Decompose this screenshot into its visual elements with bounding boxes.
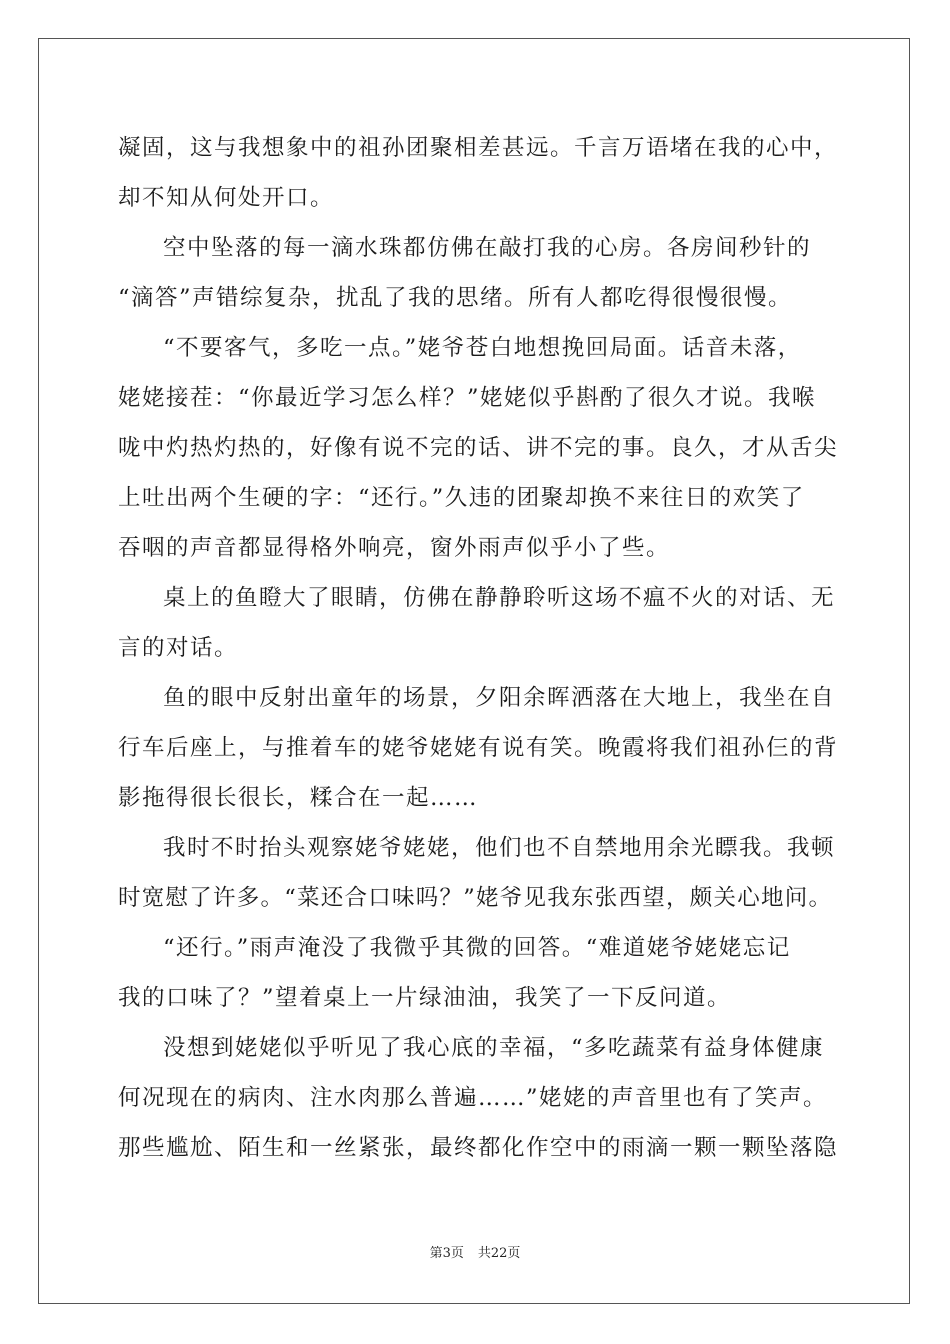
text-line: 何况现在的病肉、注水肉那么普遍……”姥姥的声音里也有了笑声。 [118, 1085, 828, 1111]
paragraph-start-line: “还行。”雨声淹没了我微乎其微的回答。“难道姥爷姥姥忘记 [163, 935, 791, 961]
text-line: 行车后座上，与推着车的姥爷姥姥有说有笑。晚霞将我们祖孙仨的背 [118, 735, 839, 761]
text-line: “滴答”声错综复杂，扰乱了我的思绪。所有人都吃得很慢很慢。 [118, 285, 793, 311]
page-footer [0, 1246, 950, 1262]
text-line: 言的对话。 [118, 635, 239, 661]
page-number: 第3页 [429, 1246, 464, 1261]
paragraph-start-line: “不要客气，多吃一点。”姥爷苍白地想挽回局面。话音未落， [163, 335, 802, 361]
text-line: 影拖得很长很长，糅合在一起…… [118, 785, 479, 811]
text-line: 时宽慰了许多。“菜还合口味吗？”姥爷见我东张西望，颇关心地问。 [118, 885, 833, 911]
text-line: 我的口味了？”望着桌上一片绿油油，我笑了一下反问道。 [118, 985, 732, 1011]
page-border [38, 38, 910, 1304]
page-total: 共22页 [477, 1246, 521, 1261]
paragraph-start-line: 没想到姥姥似乎听见了我心底的幸福，“多吃蔬菜有益身体健康 [163, 1035, 825, 1061]
text-line: 却不知从何处开口。 [118, 185, 335, 211]
paragraph-start-line: 桌上的鱼瞪大了眼睛，仿佛在静静聆听这场不瘟不火的对话、无 [163, 585, 836, 611]
text-line: 上吐出两个生硬的字：“还行。”久违的团聚却换不来往日的欢笑了 [118, 485, 805, 511]
text-line: 姥姥接茬：“你最近学习怎么样？”姥姥似乎斟酌了很久才说。我喉 [118, 385, 817, 411]
text-line: 那些尴尬、陌生和一丝紧张，最终都化作空中的雨滴一颗一颗坠落隐 [118, 1135, 839, 1161]
paragraph-start-line: 空中坠落的每一滴水珠都仿佛在敲打我的心房。各房间秒针的 [163, 235, 812, 261]
text-line: 凝固，这与我想象中的祖孙团聚相差甚远。千言万语堵在我的心中， [118, 135, 839, 161]
paragraph-start-line: 我时不时抬头观察姥爷姥姥，他们也不自禁地用余光瞟我。我顿 [163, 835, 836, 861]
paragraph-start-line: 鱼的眼中反射出童年的场景，夕阳余晖洒落在大地上，我坐在自 [163, 685, 836, 711]
text-line: 咙中灼热灼热的，好像有说不完的话、讲不完的事。良久，才从舌尖 [118, 435, 839, 461]
text-line: 吞咽的声音都显得格外响亮，窗外雨声似乎小了些。 [118, 535, 671, 561]
